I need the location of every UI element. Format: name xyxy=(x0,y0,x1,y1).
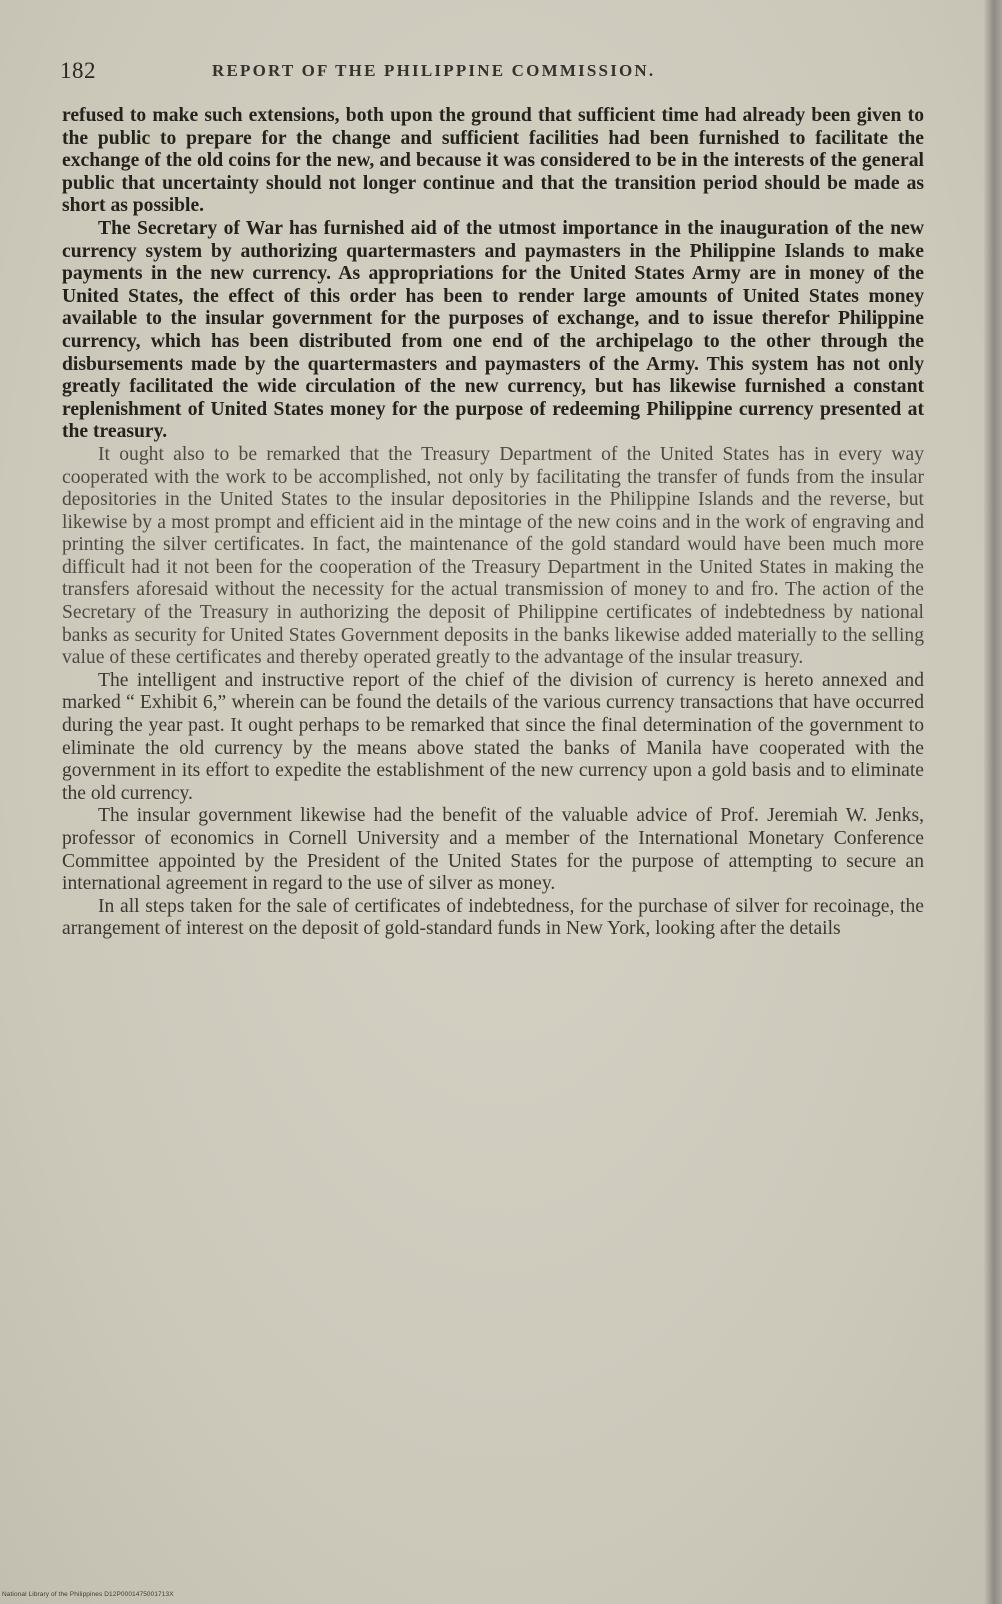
paragraph-division-of-currency: The intelligent and instructive report of the chief of the division of currency is hereto annexed and marked “ Exhibit 6,” wherein can be found the details of the various currency transactions that have occurred during the year past. It ought perhaps to be remarked that since the final determination of the government to eliminate the old currency by the means above stated the banks of Manila have cooperated with the government in its effort to expedite the establishment of the new currency upon a gold basis and to eliminate the old currency. xyxy=(62,669,924,804)
body-text xyxy=(62,105,924,941)
paragraph-continuation: refused to make such extensions, both upon the ground that sufficient time had already been given to the public to prepare for the change and sufficient facilities had been furnished to facilitate the exchange of the old coins for the new, and because it was considered to be in the interests of the general public that uncertainty should not longer continue and that the transition period should be made as short as possible. xyxy=(62,105,924,217)
paragraph-secretary-of-war: The Secretary of War has furnished aid of the utmost importance in the inauguration of the new currency system by authorizing quartermasters and paymasters in the Philippine Islands to make payments in the new currency. As appropriations for the United States Army are in money of the United States, the effect of this order has been to render large amounts of United States money available to the insular government for the purposes of exchange, and to issue therefor Philippine currency, which has been distributed from one end of the archipelago to the other through the disbursements made by the quartermasters and paymasters of the Army. This system has not only greatly facilitated the wide circulation of the new currency, but has likewise furnished a constant replenishment of United States money for the purpose of redeeming Philippine currency presented at the treasury. xyxy=(62,217,924,443)
library-credit: National Library of the Philippines D12P0001475001713X xyxy=(2,1591,174,1598)
page-edge-shadow xyxy=(984,0,1002,1604)
page-number: 182 xyxy=(60,58,96,83)
paragraph-treasury-department: It ought also to be remarked that the Treasury Department of the United States has in every way cooperated with the work to be accomplished, not only by facilitating the transfer of funds from the insular depositories in the United States to the insular depositories in the Philippine Islands and the reverse, but likewise by a most prompt and efficient aid in the mintage of the new coins and in the work of engraving and printing the silver certificates. In fact, the maintenance of the gold standard would have been much more difficult had it not been for the cooperation of the Treasury Department in the United States in making the transfers aforesaid without the necessity for the actual transmission of money to and fro. The action of the Secretary of the Treasury in authorizing the deposit of Philippine certificates of indebtedness by national banks as security for United States Government deposits in the banks likewise added materially to the selling value of these certificates and thereby operated greatly to the advantage of the insular treasury. xyxy=(62,443,924,669)
page-header xyxy=(60,58,920,90)
paragraph-certificates-sale: In all steps taken for the sale of certificates of indebtedness, for the purchase of silver for recoinage, the arrangement of interest on the deposit of gold-standard funds in New York, looking after the details xyxy=(62,895,924,940)
running-head: REPORT OF THE PHILIPPINE COMMISSION. xyxy=(212,61,656,80)
paragraph-prof-jenks: The insular government likewise had the benefit of the valuable advice of Prof. Jeremiah W. Jenks, professor of economics in Cornell University and a member of the International Monetary Conference Committee appointed by the President of the United States for the purpose of attempting to secure an international agreement in regard to the use of silver as money. xyxy=(62,805,924,895)
